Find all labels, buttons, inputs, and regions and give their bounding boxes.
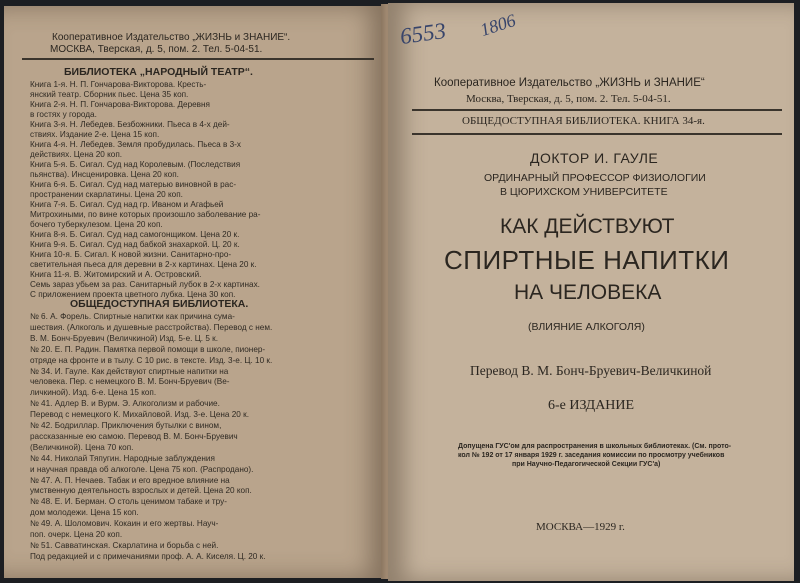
catalog-line: (Величкиной). Цена 70 коп. [30,442,134,452]
catalog-line: Книга 1-я. Н. П. Гончарова-Викторова. Кресть- [30,80,207,89]
catalog-line: личкиной). Изд. 6-е. Цена 15 коп. [30,388,157,398]
right-rule-2 [412,133,782,135]
right-publisher: Кооперативное Издательство „ЖИЗНЬ и ЗНАНИЕ“ [434,77,705,89]
catalog-line: Книга 3-я. Н. Лебедев. Безбожники. Пьеса в 4-х дей- [30,120,230,129]
catalog-line: № 20. Е. П. Радин. Памятка первой помощи в школе, пионер- [30,344,266,354]
catalog-line: Книга 11-я. В. Житомирский и А. Островский. [30,270,202,279]
approval-line-3: при Научно-Педагогической Секции ГУС'а) [512,461,661,468]
catalog-line: и научная правда об алкоголе. Цена 75 коп. (Распродано). [30,464,254,474]
left-top-rule [22,58,374,60]
left-publisher: Кооперативное Издательство „ЖИЗНЬ и ЗНАНИЕ“. [52,32,291,43]
catalog-line: № 41. Адлер В. и Вурм. Э. Алкоголизм и рабочие. [30,399,220,409]
catalog-line: Книга 10-я. Б. Сигал. К новой жизни. Санитарно-про- [30,250,232,259]
catalog-line: Книга 5-я. Б. Сигал. Суд над Королевым. (Последствия [30,160,241,169]
catalog-line: Книга 9-я. Б. Сигал. Суд над бабкой знахаркой. Ц. 20 к. [30,240,240,249]
catalog-line: дом молодежи. Цена 15 коп. [30,508,139,518]
catalog-line: пространении скарлатины. Цена 20 коп. [30,190,183,199]
catalog-line: Перевод с немецкого К. Михайловой. Изд. 3-е. Цена 20 к. [30,410,249,420]
series-label: ОБЩЕДОСТУПНАЯ БИБЛИОТЕКА. КНИГА 34-я. [462,115,705,127]
catalog-line: ствиях. Издание 2-е. Цена 15 коп. [30,130,160,139]
imprint: МОСКВА—1929 г. [536,521,625,533]
catalog-line: Книга 7-я. Б. Сигал. Суд над гр. Иваном и Агафьей [30,200,224,209]
author-name: ДОКТОР И. ГАУЛЕ [530,150,659,166]
catalog-line: Книга 4-я. Н. Лебедев. Земля пробудилась. Пьеса в 3-х [30,140,241,149]
catalog-line: Митрохиными, по вине которых произошло заболевание ра- [30,210,261,219]
catalog-line: Семь зараз убьем за раз. Санитарный лубок в 2-х картинах. [30,280,260,289]
catalog-line: шествия. (Алкоголь и душевные расстройства). Перевод с нем. [30,322,273,332]
title-line-1: КАК ДЕЙСТВУЮТ [500,215,675,238]
catalog-line: янский театр. Сборник пьес. Цена 35 коп. [30,90,189,99]
catalog-line: № 47. А. П. Нечаев. Табак и его вредное влияние на [30,475,230,485]
catalog-line: в гостях у города. [30,110,97,119]
left-page [4,6,388,578]
catalog-line: № 34. И. Гауле. Как действуют спиртные напитки на [30,366,229,376]
catalog-line: № 48. Е. И. Берман. О столь ценимом табаке и тру- [30,497,227,507]
catalog-line: Книга 2-я. Н. П. Гончарова-Викторова. Деревня [30,100,210,109]
catalog-line: № 6. А. Форель. Спиртные напитки как причина сума- [30,312,235,321]
catalog-line: Книга 8-я. Б. Сигал. Суд над самогонщиком. Цена 20 к. [30,230,240,239]
catalog-line: Книга 6-я. Б. Сигал. Суд над матерью виновной в рас- [30,180,237,189]
approval-line-2: кол № 192 от 17 января 1929 г. заседания комиссии по просмотру учебников [458,452,725,459]
popular-heading: ОБЩЕДОСТУПНАЯ БИБЛИОТЕКА. [70,298,249,310]
edition-label: 6-е ИЗДАНИЕ [548,398,635,413]
catalog-line: рассказанные ею самою. Перевод В. М. Бонч-Бруевич [30,431,238,441]
right-address: Москва, Тверская, д. 5, пом. 2. Тел. 5-04-51. [466,93,671,105]
catalog-line: № 44. Николай Тяпугин. Народные заблуждения [30,453,215,463]
catalog-line: № 42. Бодриллар. Приключения бутылки с вином, [30,421,222,430]
catalog-line: бочего туберкулезом. Цена 20 коп. [30,220,163,229]
subtitle: (ВЛИЯНИЕ АЛКОГОЛЯ) [528,321,645,333]
handwritten-note: 1806 [477,9,519,41]
catalog-line: умственную деятельность взрослых и детей. Цена 20 коп. [30,486,252,496]
catalog-line: № 51. Савватинская. Скарлатина и борьба с ней. [30,540,219,550]
title-line-2: СПИРТНЫЕ НАПИТКИ [444,245,730,275]
library-heading: БИБЛИОТЕКА „НАРОДНЫЙ ТЕАТР“. [64,66,253,78]
catalog-line: светительная пьеса для деревни в 2-х картинах. Цена 20 к. [30,260,257,269]
approval-line-1: Допущена ГУС'ом для распространения в школьных библиотеках. (См. прото- [458,443,732,450]
catalog-line: поп. очерк. Цена 20 коп. [30,530,123,539]
catalog-line: человека. Пер. с немецкого В. М. Бонч-Бруевич (Ве- [30,377,230,387]
catalog-line: В. М. Бонч-Бруевич (Величкиной) Изд. 5-е. Ц. 5 к. [30,333,219,343]
catalog-line: Под редакцией и с примечаниями проф. А. А. Киселя. Ц. 20 к. [30,551,266,561]
catalog-line: № 49. А. Шоломович. Кокаин и его жертвы. Науч- [30,519,219,529]
left-address: МОСКВА, Тверская, д. 5, пом. 2. Тел. 5-04-51. [50,44,263,55]
catalog-line: пьянства). Инсценировка. Цена 20 коп. [30,170,179,179]
handwritten-number: 6553 [398,17,448,50]
translator-line: Перевод В. М. Бонч-Бруевич-Величкиной [470,363,712,378]
catalog-line: действиях. Цена 20 коп. [30,150,123,159]
author-title-line-1: ОРДИНАРНЫЙ ПРОФЕССОР ФИЗИОЛОГИИ [484,172,706,184]
author-title-line-2: В ЦЮРИХСКОМ УНИВЕРСИТЕТЕ [500,186,668,198]
right-rule-1 [412,109,782,111]
catalog-line: С приложением проекта цветного лубка. Цена 30 коп. [30,290,236,299]
title-line-3: НА ЧЕЛОВЕКА [514,281,662,304]
catalog-line: отряде на фронте и в тылу. С 10 рис. в тексте. Изд. 3-е. Ц. 10 к. [30,355,273,365]
right-page [388,3,794,581]
